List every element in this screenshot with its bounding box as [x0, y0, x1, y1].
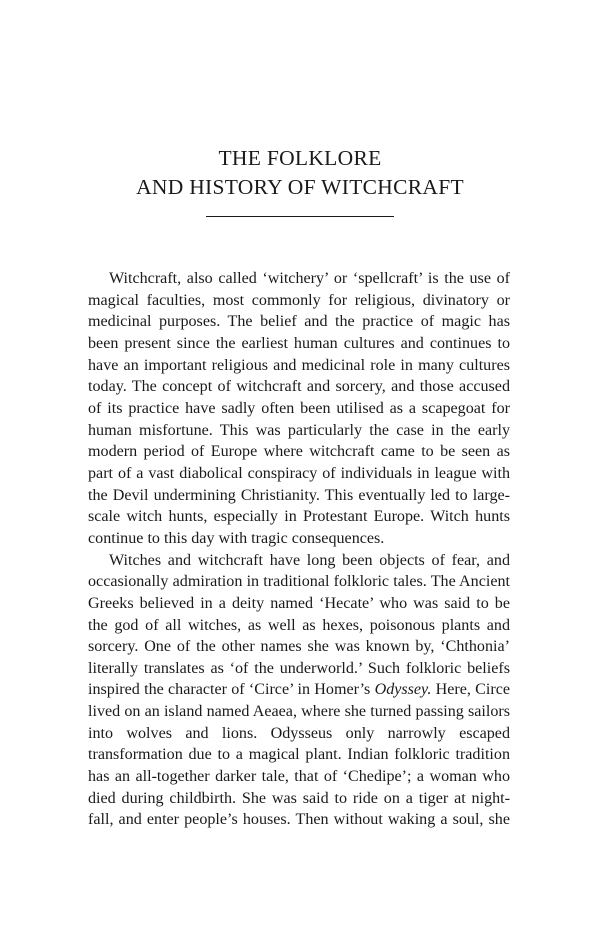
body-text: [88, 268, 510, 831]
title-divider-rule: [206, 216, 394, 217]
chapter-title-line-1: THE FOLKLORE: [218, 146, 382, 170]
paragraph-1: Witchcraft, also called ‘witchery’ or ‘spellcraft’ is the use of magical faculties, most commonly for religious, divinatory or medicinal purposes. The belief and the practice of magic has been present since the earliest human cultures and continues to have an important religious and medicinal role in many cultures today. The concept of witchcraft and sorcery, and those accused of its practice have sadly often been utilised as a scapegoat for human misfortune. This was particularly the case in the early modern period of Europe where witchcraft came to be seen as part of a vast diabolical conspiracy of individuals in league with the Devil undermining Christianity. This eventually led to large-scale witch hunts, especially in Protestant Europe. Witch hunts continue to this day with tragic consequences.: [88, 270, 510, 547]
paragraph-2: [88, 550, 510, 832]
book-title-odyssey: Odyssey.: [374, 681, 432, 699]
chapter-title: [0, 144, 600, 202]
paragraph-2-text-a: Witches and witchcraft have long been objects of fear, and occasionally admiration in traditional folkloric tales. The Ancient Greeks believed in a deity named ‘Hecate’ who was said to be the god of all witches, as well as hexes, poisonous plants and sorcery. One of the other names she was known by, ‘Chthonia’ literally translates as ‘of the underworld.’ Such folkloric beliefs inspired the character of ‘Circe’ in Homer’s: [88, 551, 510, 699]
chapter-title-line-2: AND HISTORY OF WITCHCRAFT: [136, 175, 464, 199]
paragraph-2-text-b: Here, Circe lived on an island named Aeaea, where she turned passing sailors into wolves and lions. Odysseus only narrowly escaped transformation due to a magical plant. Indian folkloric tradition has an all-together darker tale, that of ‘Chedipe’; a woman who died during childbirth. She was said to ride on a tiger at night-fall, and enter people’s houses. Then without waking a soul, she: [88, 681, 510, 829]
